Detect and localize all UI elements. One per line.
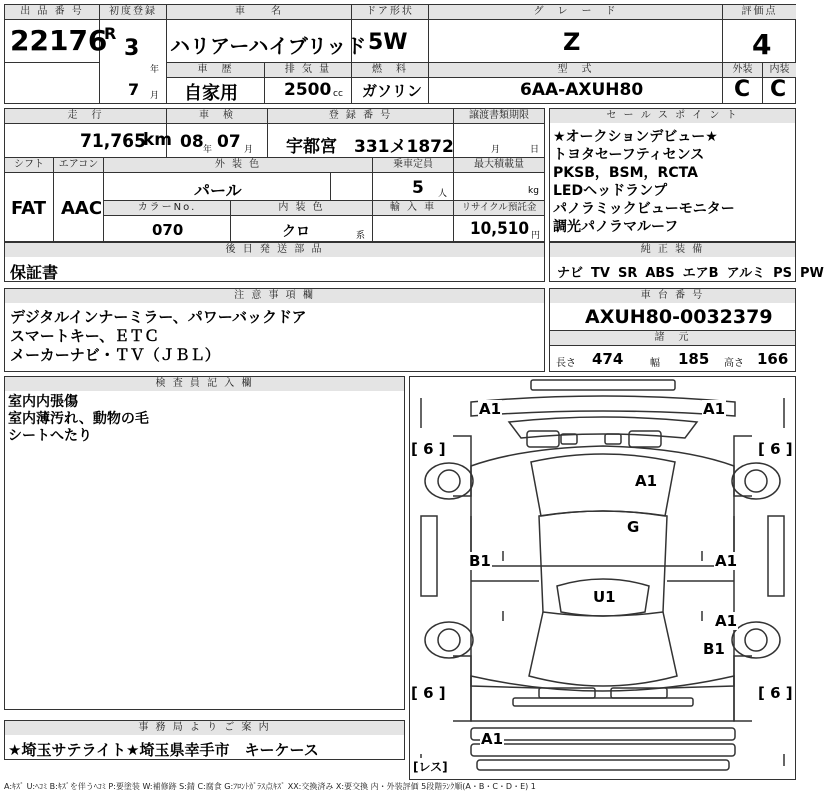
score-header: 評価点 — [723, 5, 796, 19]
fuel-header: 燃 料 — [352, 63, 428, 77]
shift: FAT — [11, 198, 47, 219]
int-color-unit: 系 — [356, 231, 366, 241]
era: R — [104, 24, 117, 43]
mileage-unit: km — [143, 130, 173, 150]
note-line: デジタルインナーミラー、パワーバックドア — [10, 308, 307, 326]
month-unit: 月 — [150, 91, 160, 101]
car-diagram — [409, 376, 796, 780]
legend: A:ｷｽﾞ U:ﾍｺﾐ B:ｷｽﾞを伴うﾍｺﾐ P:要塗装 W:補修跡 S:錆 C:腐食 G:ﾌﾛﾝﾄｶﾞﾗｽ点ｷｽﾞ XX:交換済み X:要交換 内・外装評価 5段階ﾗﾝｸ順(A・B・C・D・E) 1 — [4, 782, 536, 791]
damage-fr-corner: A1 — [703, 400, 726, 418]
damage-right-front-door: A1 — [715, 552, 738, 570]
reg-number: 宇都宮 331メ1872 — [286, 137, 454, 157]
notes-header: 注 意 事 項 欄 — [5, 289, 544, 303]
equipment-item: アルミ — [726, 266, 766, 281]
damage-right-rear-door: A1 — [715, 612, 738, 630]
ext-color-header: 外 装 色 — [104, 158, 372, 172]
equipment-item: TV — [591, 266, 610, 281]
first-reg-month: 7 — [128, 80, 140, 99]
car-name-header: 車 名 — [167, 5, 351, 19]
door-type: 5W — [368, 30, 408, 55]
inspector-line: 室内内張傷 — [8, 394, 78, 410]
later-parts-value: 保証書 — [10, 263, 59, 282]
width: 185 — [678, 350, 710, 368]
chassis-header: 車 台 番 号 — [550, 289, 795, 303]
recycle-unit: 円 — [531, 231, 541, 241]
ext-score: C — [734, 77, 751, 102]
transfer-month: 月 — [491, 145, 501, 155]
tire-fl: [ 6 ] — [411, 440, 446, 458]
width-label: 幅 — [650, 358, 660, 369]
sales-point-line: 調光パノラマルーフ — [553, 219, 679, 235]
spec-header: 諸 元 — [550, 331, 795, 345]
equipment-item: PS — [773, 266, 792, 281]
tire-rl: [ 6 ] — [411, 684, 446, 702]
int-color-header: 内 装 色 — [231, 201, 372, 215]
load-header: 最大積載量 — [454, 158, 544, 172]
equipment-list — [557, 262, 832, 281]
equipment-item: ABS — [645, 266, 675, 281]
model: 6AA-AXUH80 — [520, 80, 644, 100]
insp-month-unit: 月 — [244, 145, 254, 155]
score: 4 — [752, 28, 772, 61]
ac: AAC — [61, 198, 103, 219]
sales-points-header: セ ー ル ス ポ イ ン ト — [550, 109, 795, 123]
equipment-item: PW — [799, 266, 824, 281]
reg-header: 登 録 番 号 — [268, 109, 453, 123]
fuel: ガソリン — [362, 82, 423, 100]
equipment-item: エアB — [682, 266, 719, 281]
int-score: C — [770, 77, 787, 102]
later-parts-header: 後 日 発 送 部 品 — [5, 243, 544, 257]
tire-rr: [ 6 ] — [758, 684, 793, 702]
length: 474 — [592, 350, 624, 368]
sales-point-line: LEDヘッドランプ — [553, 183, 668, 199]
sales-point-line: パノラミックビューモニター — [553, 201, 735, 217]
first-reg-header: 初度登録 — [100, 5, 166, 19]
int-color: クロ — [282, 224, 310, 240]
equipment-item: SR — [617, 266, 638, 281]
grade: Z — [563, 28, 581, 56]
note-line: スマートキー、ＥＴＣ — [10, 327, 160, 345]
displacement-unit: cc — [333, 89, 343, 99]
history-header: 車 歴 — [167, 63, 264, 77]
damage-rear-bumper: A1 — [481, 730, 504, 748]
sales-point-line: トヨタセーフティセンス — [553, 147, 705, 163]
lot-no-header: 出 品 番 号 — [5, 5, 99, 19]
office-value: ★埼玉サテライト★埼玉県幸手市 キーケース — [8, 741, 319, 759]
height: 166 — [757, 350, 789, 368]
equipment-item: ナビ — [557, 266, 584, 281]
inspector-list — [8, 394, 149, 445]
insp-year: 08 — [180, 132, 204, 152]
damage-hood: A1 — [635, 472, 658, 490]
inspection-header: 車 検 — [167, 109, 267, 123]
car-name: ハリアーハイブリッド — [170, 34, 367, 58]
length-label: 長さ — [556, 358, 576, 369]
lot-number: 22176 — [10, 24, 108, 57]
damage-roof: G — [627, 518, 640, 536]
height-label: 高さ — [724, 358, 744, 369]
insp-month: 07 — [217, 132, 241, 152]
history: 自家用 — [184, 83, 238, 104]
office-header: 事 務 局 よ り ご 案 内 — [5, 721, 404, 735]
notes-list — [10, 308, 307, 365]
color-no: 070 — [152, 221, 184, 239]
mileage: 71,765 — [80, 130, 146, 152]
mileage-header: 走 行 — [5, 109, 166, 123]
insp-year-unit: 年 — [203, 145, 213, 155]
ac-header: エアコン — [54, 158, 103, 172]
import-header: 輸 入 車 — [373, 201, 453, 215]
model-header: 型 式 — [429, 63, 722, 77]
damage-interior: U1 — [593, 588, 616, 606]
equipment-header: 純 正 装 備 — [550, 243, 795, 257]
recycle: 10,510 — [470, 219, 530, 239]
displacement: 2500 — [284, 80, 332, 100]
sales-point-line: ★オークションデビュー★ — [553, 129, 718, 145]
inspector-header: 検 査 員 記 入 欄 — [5, 377, 404, 391]
inspector-line: シートへたり — [8, 428, 92, 444]
seats-unit: 人 — [438, 189, 448, 199]
damage-left-door: B1 — [469, 552, 491, 570]
ext-header: 外装 — [723, 63, 762, 77]
chassis-number: AXUH80-0032379 — [585, 306, 773, 328]
first-reg-year: 3 — [124, 36, 140, 61]
inspector-line: 室内薄汚れ、動物の毛 — [8, 411, 149, 427]
shift-header: シフト — [5, 158, 53, 172]
ext-color: パール — [194, 181, 242, 200]
damage-right-quarter: B1 — [703, 640, 725, 658]
spare-tire: [レス] — [413, 760, 448, 774]
displacement-header: 排 気 量 — [265, 63, 351, 77]
grade-header: グ レ ー ド — [429, 5, 722, 19]
int-header: 内装 — [763, 63, 796, 77]
tire-fr: [ 6 ] — [758, 440, 793, 458]
seats: 5 — [412, 178, 424, 198]
door-header: ドア形状 — [352, 5, 428, 19]
note-line: メーカーナビ・ＴＶ（ＪＢＬ） — [10, 346, 220, 364]
load-unit: kg — [528, 186, 539, 196]
recycle-header: リサイクル預託金 — [454, 201, 544, 215]
sales-point-line: PKSB，BSM，RCTA — [553, 165, 698, 181]
transfer-day: 日 — [530, 145, 540, 155]
transfer-header: 譲渡書類期限 — [454, 109, 544, 123]
year-unit: 年 — [150, 65, 160, 75]
sales-points-list — [553, 128, 735, 236]
damage-fl-corner: A1 — [479, 400, 502, 418]
color-no-header: カラーNo. — [104, 201, 230, 215]
seats-header: 乗車定員 — [373, 158, 453, 172]
detail-table — [4, 108, 545, 242]
